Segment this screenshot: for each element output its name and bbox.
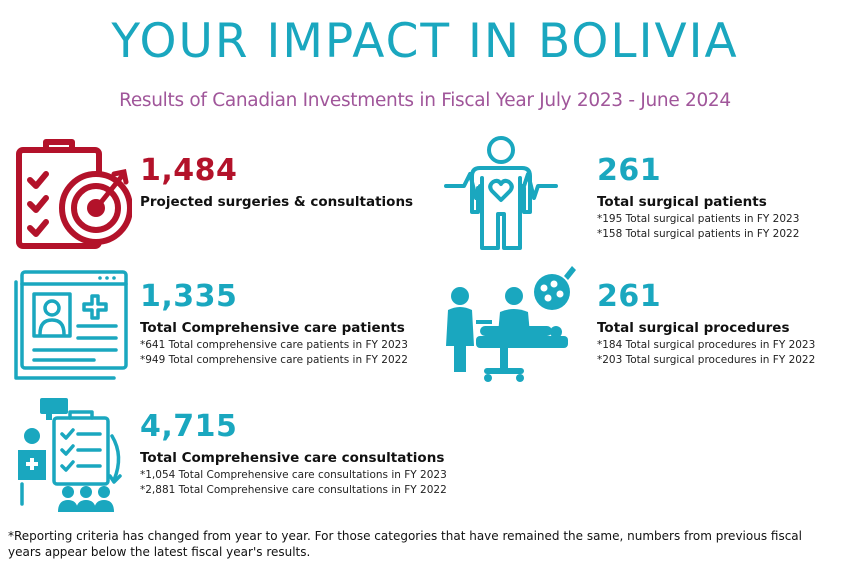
page-subtitle: Results of Canadian Investments in Fiscal Year July 2023 - June 2024	[119, 90, 731, 111]
stat-label: Projected surgeries & consultations	[140, 194, 414, 210]
stat-note: *195 Total surgical patients in FY 2023	[597, 213, 800, 225]
page-title: YOUR IMPACT IN BOLIVIA	[111, 14, 739, 69]
stat-label: Total Comprehensive care consultations	[140, 450, 445, 466]
clipboard-target-icon	[14, 136, 132, 252]
stat-surgical-procedures	[597, 280, 815, 368]
stat-value: 1,335	[140, 279, 238, 314]
stat-note: *2,881 Total Comprehensive care consultations in FY 2022	[140, 484, 447, 496]
stat-note: *641 Total comprehensive care patients in FY 2023	[140, 339, 408, 351]
stat-note: *949 Total comprehensive care patients in FY 2022	[140, 354, 408, 366]
consultation-checklist-icon	[12, 396, 132, 514]
patient-record-icon	[14, 268, 132, 382]
stat-value: 261	[597, 153, 662, 188]
stat-care-patients	[140, 280, 408, 368]
surgery-team-icon	[440, 262, 580, 384]
stat-label: Total surgical procedures	[597, 320, 790, 336]
footnote: *Reporting criteria has changed from year to year. For those categories that have remained the same, numbers from previous fiscal years appear below the latest fiscal year's results.	[8, 529, 802, 559]
stat-label: Total Comprehensive care patients	[140, 320, 405, 336]
stat-surgeries-consultations	[140, 154, 413, 210]
stat-note: *203 Total surgical procedures in FY 2022	[597, 354, 816, 366]
stat-note: *184 Total surgical procedures in FY 2023	[597, 339, 816, 351]
stat-value: 4,715	[140, 409, 238, 444]
person-heartbeat-icon	[442, 134, 560, 252]
stat-care-consultations	[140, 410, 447, 498]
stat-value: 261	[597, 279, 662, 314]
stat-label: Total surgical patients	[597, 194, 767, 210]
stat-note: *1,054 Total Comprehensive care consultations in FY 2023	[140, 469, 447, 481]
stat-note: *158 Total surgical patients in FY 2022	[597, 228, 800, 240]
stat-value: 1,484	[140, 153, 238, 188]
stat-surgical-patients	[597, 154, 799, 242]
